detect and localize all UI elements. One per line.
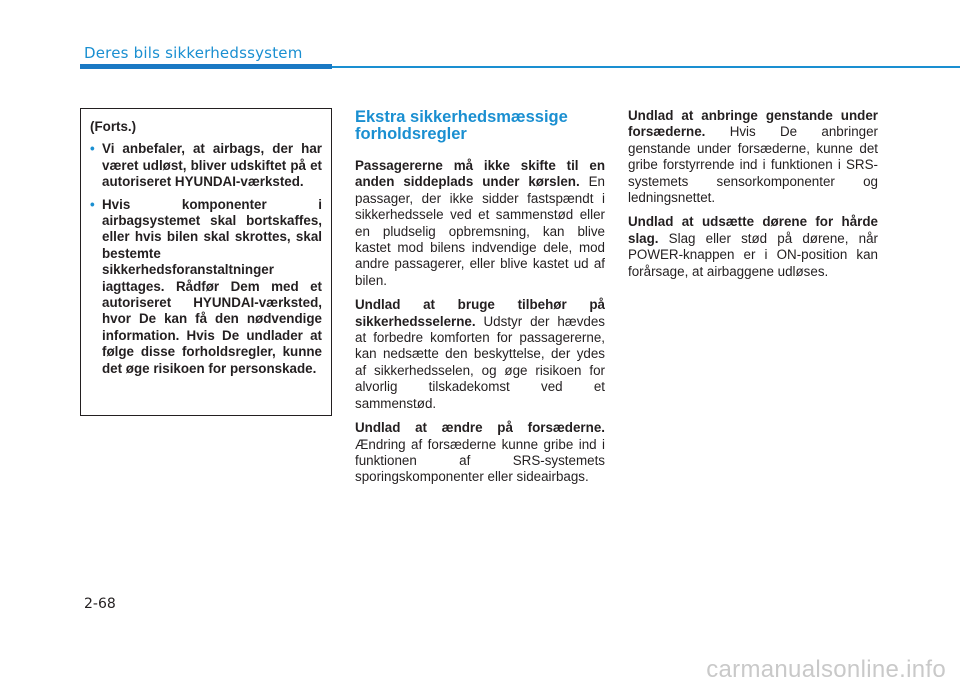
paragraph-lead: Undlad at bruge tilbehør på sikkerhedsselerne. xyxy=(355,297,605,329)
warning-bullet-text: Vi anbefaler, at airbags, der har været udløst, bliver udskiftet på et autoriseret HYUNDAI-værksted. xyxy=(102,141,322,190)
paragraph-body: Ændring af forsæderne kunne gribe ind i funktionen af SRS-systemets sporingskomponenter eller sideairbags. xyxy=(355,436,605,485)
paragraph-lead: Undlad at anbringe genstande under forsæderne. xyxy=(628,108,878,140)
section-heading: Ekstra sikkerhedsmæssige forholdsregler xyxy=(355,108,568,143)
paragraph-lead: Passagererne må ikke skifte til en anden siddeplads under kørslen. xyxy=(355,158,605,190)
warning-bullet xyxy=(90,141,322,190)
watermark: carmanualsonline.info xyxy=(706,656,946,683)
paragraph xyxy=(628,108,878,206)
paragraph xyxy=(355,420,605,486)
paragraph-lead: Undlad at udsætte dørene for hårde slag. xyxy=(628,214,878,246)
paragraph-body: En passager, der ikke sidder fastspændt i sikkerhedssele ved et sammenstød eller en pludselig opbremsning, kan blive kastet mod bilens indvendige dele, mod andre passagerer, eller blive kastet ud af bilen. xyxy=(355,174,605,288)
paragraph-body: Hvis De anbringer genstande under forsæderne, kunne det gribe forstyrrende ind i funktionen i SRS-systemets sensorkomponenter og ledningsnettet. xyxy=(628,124,878,206)
bullet-dot-icon: • xyxy=(90,141,95,157)
bullet-dot-icon: • xyxy=(90,196,95,212)
text-column-middle xyxy=(355,109,605,494)
paragraph-body: Slag eller stød på dørene, når POWER-knappen er i ON-position kan forårsage, at airbaggene udløses. xyxy=(628,230,878,279)
paragraph-body: Udstyr der hævdes at forbedre komforten for passagererne, kan nedsætte den beskyttelse, der ydes af sikkerhedsselen, og øge risikoen for alvorlig tilskadekomst ved et sammenstød. xyxy=(355,313,605,411)
paragraph-lead: Undlad at ændre på forsæderne. xyxy=(355,420,605,436)
page-number: 2-68 xyxy=(84,596,116,612)
paragraph xyxy=(628,214,878,280)
paragraph xyxy=(355,158,605,289)
header-rule-thin xyxy=(332,66,960,68)
warning-bullet-text: Hvis komponenter i airbagsystemet skal bortskaffes, eller hvis bilen skal skrottes, skal bestemte sikkerhedsforanstaltninger iagttages. Rådfør Dem med et autoriseret HYUNDAI-værksted, hvor De kan få den nødvendige information. Hvis De undlader at følge disse forholdsregler, kunne det øge risikoen for personskade. xyxy=(102,196,322,376)
page-header-title: Deres bils sikkerhedssystem xyxy=(84,44,303,62)
header-rule-thick xyxy=(80,64,332,69)
text-column-right xyxy=(628,108,878,288)
paragraph xyxy=(355,297,605,412)
warning-bullet xyxy=(90,197,322,377)
warning-continued-label: (Forts.) xyxy=(90,119,137,134)
warning-box xyxy=(80,108,332,416)
